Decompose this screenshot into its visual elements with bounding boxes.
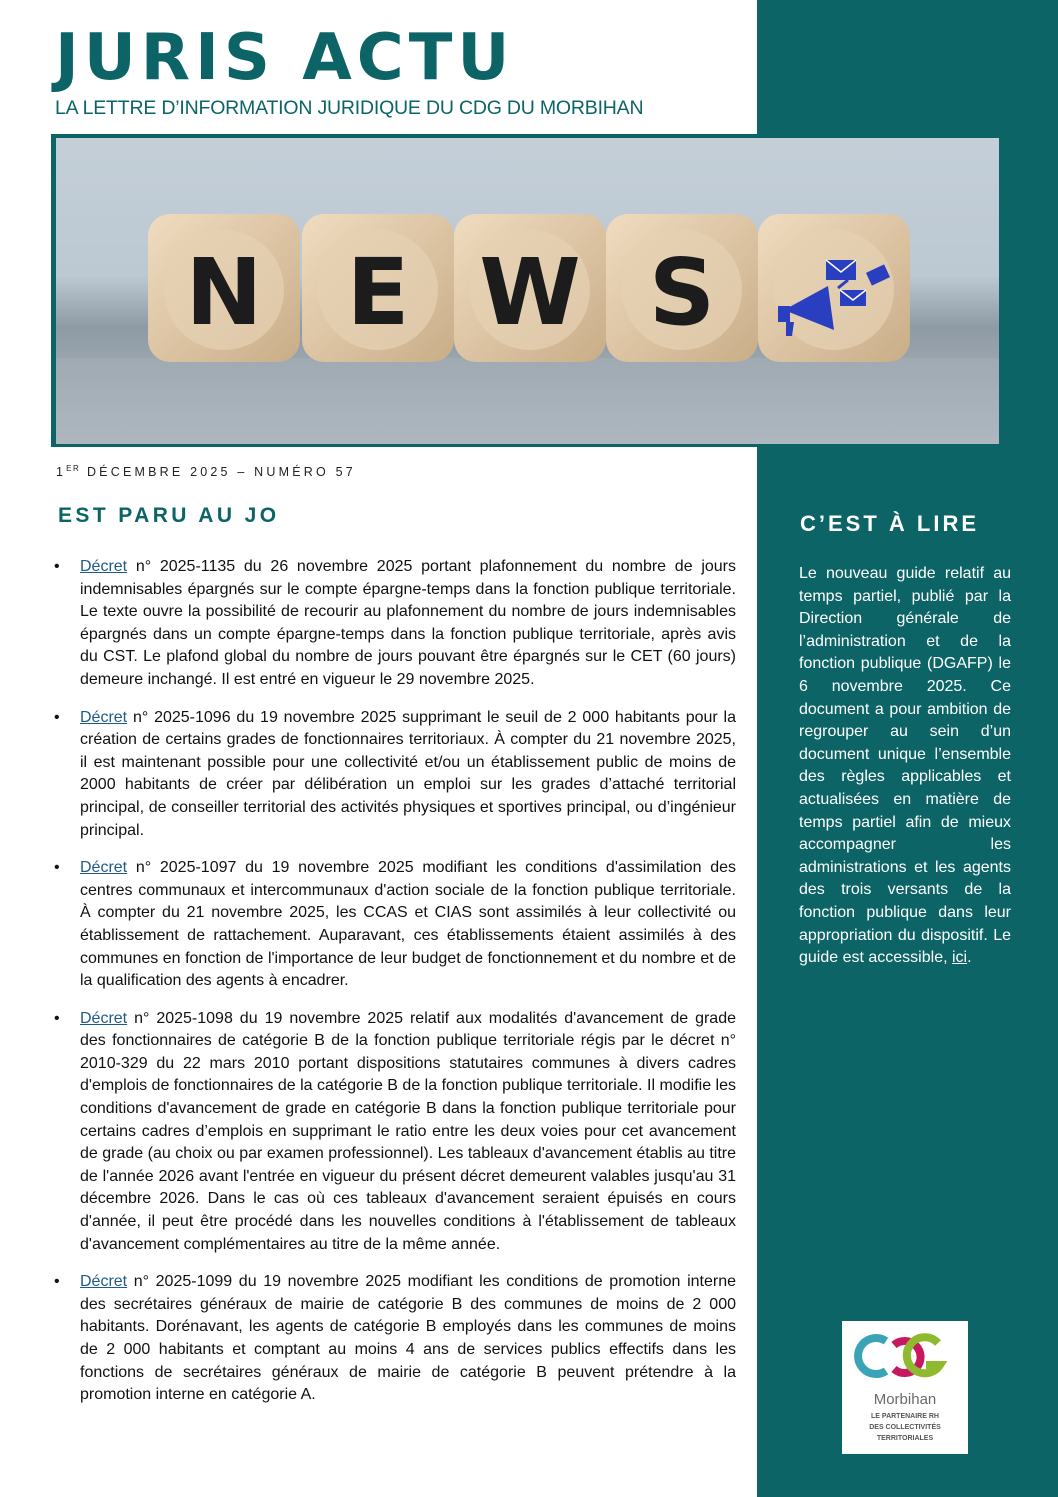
issue-day: 1: [56, 465, 67, 480]
list-item: [54, 1271, 736, 1407]
decret-link[interactable]: Décret: [80, 1273, 128, 1291]
list-item-text: n° 2025-1135 du 26 novembre 2025 portant plafonnement du nombre de jours indemnisables épargnés sur le compte épargne-temps dans la fonction publique territoriale. Le texte ouvre la possibilité de recourir au plafonnement du nombre de jours indemnisables épargnés dans un compte épargne-temps dans la fonction publique territoriale, après avis du CST. Le plafond global du nombre de jours pouvant être épargnés sur le CET (60 jours) demeure inchangé. Il est entré en vigueur le 29 novembre 2025.: [80, 558, 736, 688]
newsletter-title: JURIS ACTU: [55, 21, 515, 95]
list-item: [54, 857, 736, 993]
logo-tagline: TERRITORIALES: [876, 1435, 934, 1442]
logo-tagline: DES COLLECTIVITÉS: [869, 1424, 941, 1431]
list-item: [54, 556, 736, 692]
bullet-icon: •: [54, 1009, 60, 1027]
list-item-text: n° 2025-1098 du 19 novembre 2025 relatif aux modalités d'avancement de grade des fonctionnaires de catégorie B de la fonction publique territoriale régis par le décret n° 2010-329 du 22 mars 2010 portant dispositions statutaires communes à divers cadres d'emplois de fonctionnaires de la catégorie B de la fonction publique territoriale. Il modifie les conditions d'avancement de grade en catégorie B dans la fonction publique territoriale pour certains cadres d’emplois en supprimant le ratio entre les deux voies pour cet avancement de grade (au choix ou par examen professionnel). Les tableaux d'avancement établis au titre de l'année 2026 avant l'entrée en vigueur du présent décret demeurent valables jusqu'au 31 décembre 2026. Dans le cas où ces tableaux d'avancement seraient épuisés en cours d'année, il peut être procédé dans les nouvelles conditions à l'établissement de tableaux d'avancement complémentaires au titre de la même année.: [80, 1009, 736, 1253]
list-item-text: n° 2025-1099 du 19 novembre 2025 modifiant les conditions de promotion interne des secrétaires généraux de mairie de catégorie B des communes de moins de 2 000 habitants. Dorénavant, les agents de catégorie B employés dans les communes de moins de 2 000 habitants et comptant au moins 4 ans de services publics effectifs dans les fonctions de secrétaires généraux de mairie de catégorie B peuvent prétendre à la promotion interne en catégorie A.: [80, 1273, 736, 1404]
sidebar-text: [799, 563, 1011, 970]
decret-link[interactable]: Décret: [80, 1009, 128, 1027]
cdg-logo-mark-icon: [842, 1321, 968, 1391]
logo-name: Morbihan: [873, 1391, 937, 1408]
cdg-morbihan-logo: [842, 1321, 968, 1454]
bullet-icon: •: [54, 558, 60, 575]
news-banner-image: [56, 138, 999, 444]
cube-letter-w: W: [479, 239, 581, 346]
decret-link[interactable]: Décret: [80, 859, 128, 877]
list-item: [54, 707, 736, 843]
list-item-text: n° 2025-1096 du 19 novembre 2025 supprimant le seuil de 2 000 habitants pour la création de certains grades de fonctionnaires territoriaux. À compter du 21 novembre 2025, il est maintenant possible pour une collectivité et/ou un établissement public de moins de 2000 habitants de créer par délibération un emploi sur les grades d’attaché territorial principal, de conseiller territorial des activités physiques et sportives principal, ou d’ingénieur principal.: [80, 708, 736, 839]
issue-day-suffix: ER: [66, 464, 81, 473]
issue-date: [56, 464, 356, 479]
decret-link[interactable]: Décret: [80, 558, 128, 575]
sidebar-body: Le nouveau guide relatif au temps partiel, publié par la Direction générale de l’administration et de la fonction publique (DGAFP) le 6 novembre 2025. Ce document a pour ambition de regrouper au sein d’un document unique l’ensemble des règles applicables et actualisées en matière de temps partiel afin de mieux accompagner les administrations et les agents des trois versants de la fonction publique dans leur appropriation du dispositif. Le guide est accessible,: [799, 565, 1011, 967]
cube-letter-e: E: [346, 239, 410, 346]
sidebar-title: C’EST À LIRE: [800, 511, 980, 536]
cube-letter-s: S: [648, 239, 716, 346]
newsletter-subtitle: LA LETTRE D’INFORMATION JURIDIQUE DU CDG DU MORBIHAN: [55, 97, 644, 119]
sidebar-end: .: [967, 949, 972, 967]
logo-tagline: LE PARTENAIRE RH: [871, 1413, 939, 1420]
news-banner: [51, 134, 1003, 447]
decret-link[interactable]: Décret: [80, 708, 128, 726]
bullet-icon: •: [54, 859, 60, 877]
bullet-icon: •: [54, 708, 60, 726]
list-item: [54, 1008, 736, 1257]
cube-letter-n: N: [185, 239, 263, 346]
issue-date-number: DÉCEMBRE 2025 – NUMÉRO 57: [80, 465, 356, 480]
section-title: EST PARU AU JO: [58, 504, 280, 527]
bullet-icon: •: [54, 1273, 60, 1291]
jo-news-list: [54, 556, 736, 1422]
guide-link[interactable]: ici: [951, 949, 968, 967]
list-item-text: n° 2025-1097 du 19 novembre 2025 modifiant les conditions d'assimilation des centres communaux et intercommunaux d'action sociale de la fonction publique territoriale. À compter du 21 novembre 2025, les CCAS et CIAS sont assimilés à leur collectivité ou établissement de rattachement. Auparavant, ces établissements étaient assimilés à des communes en fonction de l'importance de leur budget de fonctionnement et du nombre et de la qualification des agents à encadrer.: [80, 859, 736, 990]
